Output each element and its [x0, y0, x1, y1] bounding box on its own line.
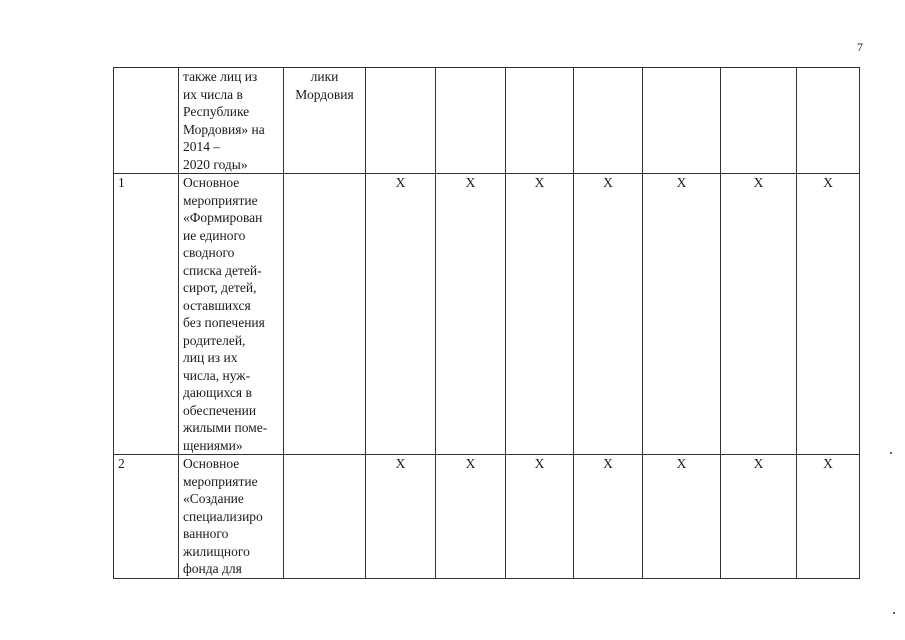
table-row: [114, 68, 860, 174]
row-number-cell: 2: [114, 455, 179, 579]
mark-cell: [574, 68, 643, 174]
executor-cell: [284, 455, 366, 579]
mark-cell: Х: [366, 455, 436, 579]
mark-cell: Х: [574, 455, 643, 579]
mark-cell: Х: [574, 174, 643, 455]
event-name-cell: также лиц из их числа в Республике Мордовия» на 2014 – 2020 годы»: [179, 68, 284, 174]
mark-cell: [721, 68, 797, 174]
mark-cell: Х: [506, 174, 574, 455]
mark-cell: Х: [436, 174, 506, 455]
mark-cell: Х: [366, 174, 436, 455]
mark-cell: Х: [721, 174, 797, 455]
executor-cell: [284, 174, 366, 455]
table-row: [114, 455, 860, 579]
page-number: 7: [857, 40, 863, 54]
scan-speck: [893, 612, 895, 614]
mark-cell: Х: [643, 174, 721, 455]
mark-cell: [643, 68, 721, 174]
event-name-cell: Основное мероприятие «Создание специализиро ванного жилищного фонда для: [179, 455, 284, 579]
program-table: [113, 67, 860, 579]
table-row: [114, 174, 860, 455]
mark-cell: [366, 68, 436, 174]
executor-cell: лики Мордовия: [284, 68, 366, 174]
mark-cell: [436, 68, 506, 174]
scan-speck: [890, 452, 892, 454]
event-name-cell: Основное мероприятие «Формирован ие единого сводного списка детей- сирот, детей, оставшихся без попечения родителей, лиц из их числа, нуж- дающихся в обеспечении жилыми поме- щениями»: [179, 174, 284, 455]
mark-cell: Х: [797, 455, 860, 579]
mark-cell: [506, 68, 574, 174]
mark-cell: Х: [797, 174, 860, 455]
row-number-cell: 1: [114, 174, 179, 455]
mark-cell: [797, 68, 860, 174]
mark-cell: Х: [721, 455, 797, 579]
mark-cell: Х: [506, 455, 574, 579]
mark-cell: Х: [436, 455, 506, 579]
mark-cell: Х: [643, 455, 721, 579]
row-number-cell: [114, 68, 179, 174]
